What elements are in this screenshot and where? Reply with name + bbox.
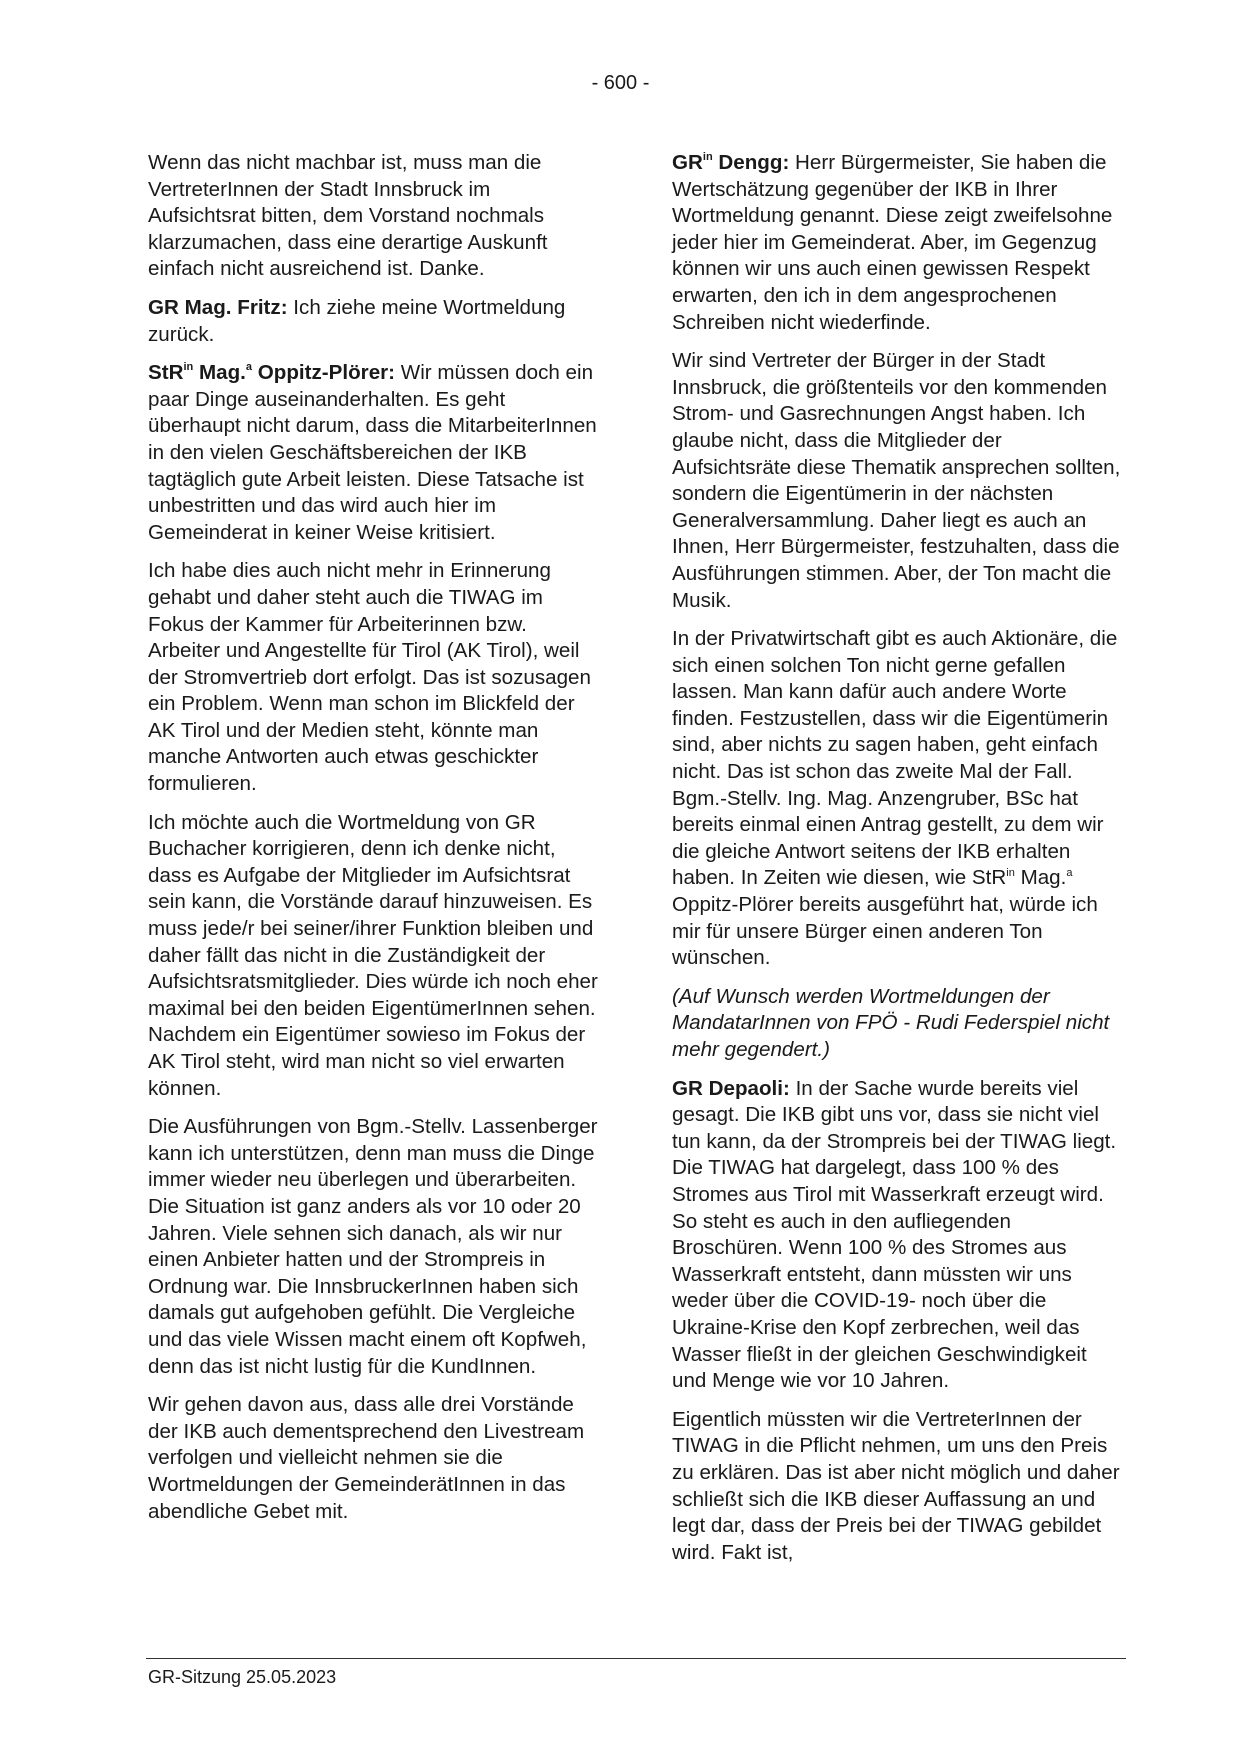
paragraph: $GR^{in}$ Dengg: Herr Bürgermeister, Sie haben die Wertschätzung gegenüber der IKB in Ihrer Wortmeldung genannt. Diese zeigt zweifelsohne jeder hier im Gemeinderat. Aber, im Gegenzug können wir uns auch einen gewissen Respekt erwarten, den ich in dem angesprochenen Schreiben nicht wiederfinde. (672, 151, 1113, 334)
paragraph: Wir gehen davon aus, dass alle drei Vorstände der IKB auch dementsprechend den Livestream verfolgen und vielleicht nehmen sie die Wortmeldungen der GemeinderätInnen in das abendliche Gebet mit. (148, 1393, 585, 1523)
paragraph: Die Ausführungen von Bgm.-Stellv. Lassenberger kann ich unterstützen, denn man muss die Dinge immer wieder neu überlegen und überarbeiten. Die Situation ist ganz anders als vor 10 oder 20 Jahren. Viele sehnen sich danach, als wir nur einen Anbieter hatten und der Strompreis in Ordnung war. Die InnsbruckerInnen haben sich damals gut aufgehoben gefühlt. Die Vergleiche und das viele Wissen macht einem oft Kopfweh, denn das ist nicht lustig für die KundInnen. (148, 1115, 598, 1378)
paragraph: Eigentlich müssten wir die VertreterInnen der TIWAG in die Pflicht nehmen, um uns den Preis zu erklären. Das ist aber nicht möglich und daher schließt sich die IKB dieser Auffassung an und legt dar, dass der Preis bei der TIWAG gebildet wird. Fakt ist, (672, 1407, 1120, 1564)
page-number: - 600 - (591, 72, 650, 94)
speaker-name: GR Depaoli: (672, 1076, 790, 1100)
footer-session-date: GR-Sitzung 25.05.2023 (148, 1667, 337, 1687)
speaker-name: GR Mag. Fritz: (148, 295, 288, 319)
editorial-note: (Auf Wunsch werden Wortmeldungen der MandatarInnen von FPÖ - Rudi Federspiel nicht mehr gegendert.) (672, 984, 1110, 1061)
speaker-name: $GR^{in}$ Dengg: (672, 151, 790, 174)
left-column (148, 150, 600, 1537)
paragraph: Wenn das nicht machbar ist, muss man die VertreterInnen der Stadt Innsbruck im Aufsichtsrat bitten, dem Vorstand nochmals klarzumachen, dass eine derartige Auskunft einfach nicht ausreichend ist. Danke. (148, 151, 548, 281)
paragraph: Wir sind Vertreter der Bürger in der Stadt Innsbruck, die größtenteils vor den kommenden Strom- und Gasrechnungen Angst haben. Ich glaube nicht, dass die Mitglieder der Aufsichtsräte diese Thematik ansprechen sollten, sondern die Eigentümerin in der nächsten Generalversammlung. Daher liegt es auch an Ihnen, Herr Bürgermeister, festzuhalten, dass die Ausführungen stimmen. Aber, der Ton macht die Musik. (672, 349, 1121, 612)
paragraph: Ich habe dies auch nicht mehr in Erinnerung gehabt und daher steht auch die TIWAG im Fokus der Kammer für Arbeiterinnen bzw. Arbeiter und Angestellte für Tirol (AK Tirol), weil der Stromvertrieb dort erfolgt. Das ist sozusagen ein Problem. Wenn man schon im Blickfeld der AK Tirol und der Medien steht, könnte man manche Antworten auch etwas geschickter formulieren. (148, 559, 591, 796)
paragraph: Ich möchte auch die Wortmeldung von GR Buchacher korrigieren, denn ich denke nicht, dass es Aufgabe der Mitglieder im Aufsichtsrat sein kann, die Vorstände darauf hinzuweisen. Es muss jede/r bei seiner/ihrer Funktion bleiben und daher fällt das nicht in die Zuständigkeit der Aufsichtsratsmitglieder. Dies würde ich noch eher maximal bei den beiden EigentümerInnen sehen. Nachdem ein Eigentümer sowieso im Fokus der AK Tirol steht, wird man nicht so viel erwarten können. (148, 810, 598, 1100)
footer-divider (146, 1658, 1126, 1659)
paragraph: StR$^{in}$ Mag.$^a$ Oppitz-Plörer: Wir müssen doch ein paar Dinge auseinanderhalten. Es geht überhaupt nicht darum, dass die MitarbeiterInnen in den vielen Geschäftsbereichen der IKB tagtäglich gute Arbeit leisten. Diese Tatsache ist unbestritten und das wird auch hier im Gemeinderat in keiner Weise kritisiert. (148, 361, 597, 544)
paragraph: GR Depaoli: In der Sache wurde bereits viel gesagt. Die IKB gibt uns vor, dass sie nicht viel tun kann, da der Strompreis bei der TIWAG liegt. Die TIWAG hat dargelegt, dass 100 % des Stromes aus Tirol mit Wasserkraft erzeugt wird. So steht es auch in den aufliegenden Broschüren. Wenn 100 % des Stromes aus Wasserkraft entsteht, dann müssten wir uns weder über die COVID-19- noch über die Ukraine-Krise den Kopf zerbrechen, weil das Wasser fließt in der gleichen Geschwindigkeit und Menge wie vor 10 Jahren. (672, 1076, 1117, 1393)
right-column (672, 150, 1124, 1578)
speaker-name: StR$^{in}$ Mag.$^a$ Oppitz-Plörer: (148, 361, 396, 385)
paragraph: GR Mag. Fritz: Ich ziehe meine Wortmeldung zurück. (148, 295, 566, 346)
paragraph: In der Privatwirtschaft gibt es auch Aktionäre, die sich einen solchen Ton nicht gerne gefallen lassen. Man kann dafür auch andere Worte finden. Festzustellen, dass wir die Eigentümerin sind, aber nichts zu sagen haben, geht einfach nicht. Das ist schon das zweite Mal der Fall. Bgm.-Stellv. Ing. Mag. Anzengruber, BSc hat bereits einmal einen Antrag gestellt, zu dem wir die gleiche Antwort seitens der IKB erhalten haben. In Zeiten wie diesen, wie StR$^{in}$ Mag.$^a$ Oppitz-Plörer bereits ausgeführt hat, würde ich mir für unsere Bürger einen anderen Ton wünschen. (672, 627, 1118, 970)
